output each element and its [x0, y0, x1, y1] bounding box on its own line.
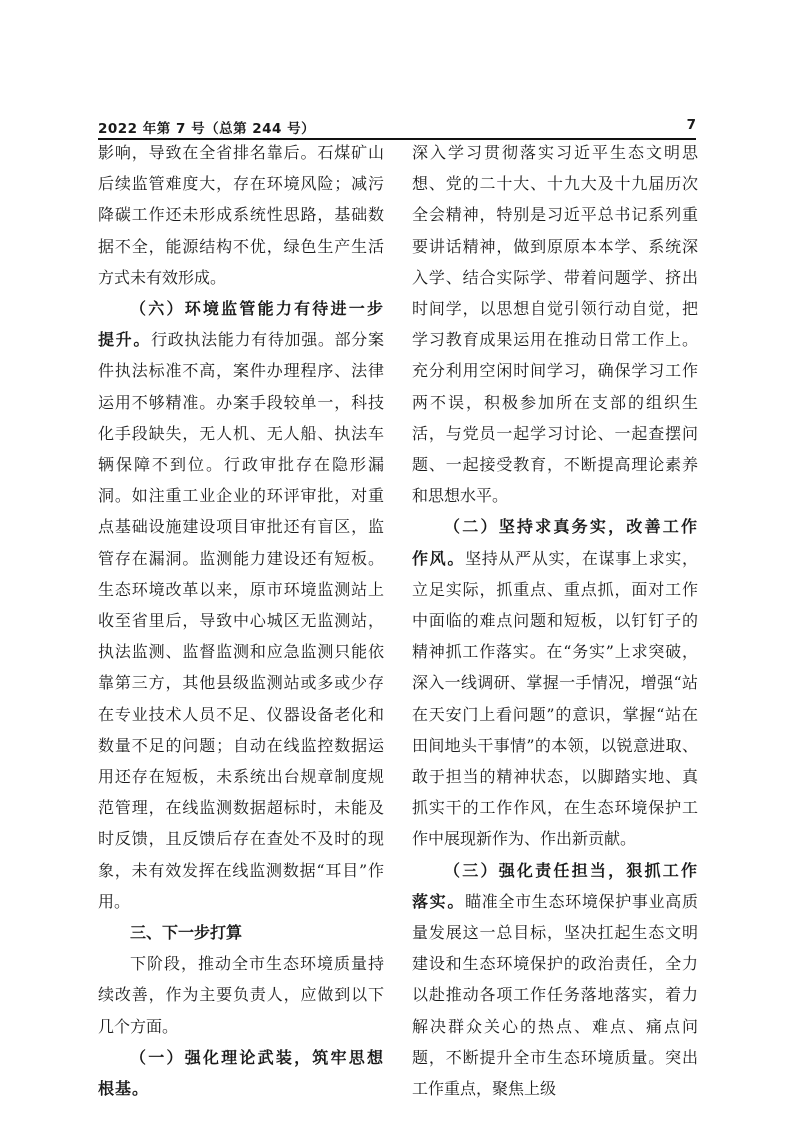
right-column	[412, 137, 698, 1104]
subsection-heading: （六）环境监管能力有待进一步提升。	[98, 299, 384, 350]
subsection-heading: （一）强化理论武装，筑牢思想根基。	[98, 1047, 384, 1099]
paragraph-body: 行政执法能力有待加强。部分案件执法标准不高，案件办理程序、法律运用不够精准。办案手段较单一，科技化手段缺失，无人机、无人船、执法车辆保障不到位。行政审批存在隐形漏洞。如注重工业企业的环评审批，对重点基础设施建设项目审批还有盲区，监管存在漏洞。监测能力建设还有短板。生态环境改革以来，原市环境监测站上收至省里后，导致中心城区无监测站，执法监测、监督监测和应急监测只能依靠第三方，其他县级监测站或多或少存在专业技术人员不足、仪器设备老化和数量不足的问题；自动在线监控数据运用还存在短板，未系统出台规章制度规范管理，在线监测数据超标时，未能及时反馈，且反馈后存在查处不及时的现象，未有效发挥在线监测数据“耳目”作用。	[98, 330, 384, 911]
paragraph-body: 坚持从严从实，在谋事上求实，立足实际，抓重点、重点抓，面对工作中面临的难点问题和短板，以钉钉子的精神抓工作落实。在“务实”上求突破，深入一线调研、掌握一手情况，增强“站在天安门上看问题”的意识，掌握“站在田间地头干事情”的本领，以锐意进取、敢于担当的精神状态，以脚踏实地、真抓实干的工作作风，在生态环境保护工作中展现新作为、作出新贡献。	[412, 548, 698, 849]
subsection-heading: （三）强化责任担当，狠抓工作落实。	[412, 860, 698, 911]
paragraph-intro: 下阶段，推动全市生态环境质量持续改善，作为主要负责人，应做到以下几个方面。	[98, 954, 384, 1036]
paragraph-continued: 深入学习贯彻落实习近平生态文明思想、党的二十大、十九大及十九届历次全会精神，特别是习近平总书记系列重要讲话精神，做到原原本本学、系统深入学、结合实际学、带着问题学、挤出时间学，以思想自觉引领行动自觉，把学习教育成果运用在推动日常工作上。充分利用空闲时间学习，确保学习工作两不误，积极参加所在支部的组织生活，与党员一起学习讨论、一起查摆问题、一起接受教育，不断提高理论素养和思想水平。	[412, 143, 698, 506]
page-number: 7	[686, 117, 696, 133]
paragraph-continued: 影响，导致在全省排名靠后。石煤矿山后续监管难度大，存在环境风险；减污降碳工作还未形成系统性思路，基础数据不全，能源结构不优，绿色生产生活方式未有效形成。	[98, 143, 384, 287]
paragraph-responsibility	[412, 855, 698, 1105]
paragraph-body: 瞄准全市生态环境保护事业高质量发展这一总目标，坚决扛起生态文明建设和生态环境保护的政治责任，全力以赴推动各项工作任务落地落实，着力解决群众关心的热点、难点、痛点问题，不断提升全市生态环境质量。突出工作重点，聚焦上级	[412, 891, 698, 1099]
left-column	[98, 137, 384, 1104]
subsection-heading: （二）坚持求真务实，改善工作作风。	[412, 517, 698, 568]
paragraph-theory	[98, 1042, 384, 1104]
paragraph-monitoring-capacity	[98, 293, 384, 917]
paragraph-work-style	[412, 511, 698, 854]
journal-issue: 2022 年第 7 号（总第 244 号）	[98, 121, 316, 137]
section-title: 三、下一步打算	[130, 923, 243, 943]
